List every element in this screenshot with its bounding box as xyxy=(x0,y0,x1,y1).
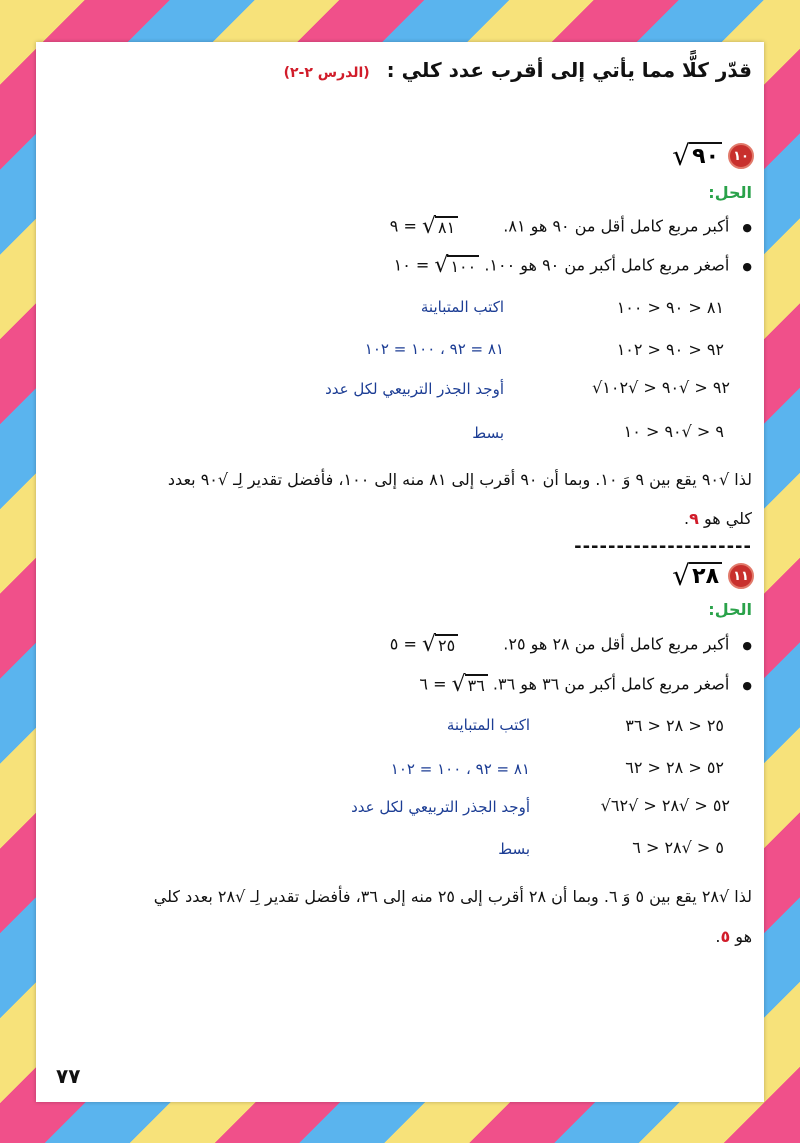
bullet-largest-square: ● أكبر مربع كامل أقل من ٩٠ هو ٨١. √ ٨١ = ٩ xyxy=(390,216,752,238)
solution-label: الحل: xyxy=(708,600,752,619)
problem-number-badge: ١٠ xyxy=(728,143,754,169)
step-label: أوجد الجذر التربيعي لكل عدد xyxy=(325,380,504,398)
bullet-smallest-square: ● أصغر مربع كامل أكبر من ٩٠ هو ١٠٠. √ ١٠٠ = ١٠ xyxy=(394,255,752,277)
step-label: بسط xyxy=(498,840,530,858)
answer-value: ٩ xyxy=(689,509,699,528)
step-math: ٩٢ < ٩٠ < ١٠٢ xyxy=(616,340,724,359)
conclusion-line: لذا √٩٠ يقع بين ٩ وَ ١٠. وبما أن ٩٠ أقرب إلى ٨١ منه إلى ١٠٠، فأفضل تقدير لِـ √٩٠ بعدد xyxy=(167,470,752,489)
step-math: ٥٢ < ٢٨ < ٦٢ xyxy=(625,758,724,777)
conclusion-answer-line: هو ٥. xyxy=(715,927,752,946)
conclusion-line: لذا √٢٨ يقع بين ٥ وَ ٦. وبما أن ٢٨ أقرب إلى ٢٥ منه إلى ٣٦، فأفضل تقدير لِـ √٢٨ بعدد كلي xyxy=(153,887,752,906)
separator-line: --------------------- xyxy=(574,536,752,557)
solution-label: الحل: xyxy=(708,183,752,202)
bullet-largest-square: ● أكبر مربع كامل أقل من ٢٨ هو ٢٥. √ ٢٥ = ٥ xyxy=(390,634,752,656)
step-label: ٨١ = ٩٢ ، ١٠٠ = ١٠٢ xyxy=(390,760,530,778)
page-sheet xyxy=(36,42,764,1102)
step-label: أوجد الجذر التربيعي لكل عدد xyxy=(351,798,530,816)
answer-value: ٥ xyxy=(720,927,731,946)
problem-number-badge: ١١ xyxy=(728,563,754,589)
step-math: √٩٢ < √٩٠ < √١٠٢ xyxy=(592,378,730,397)
heading-text: قدّر كلًّا مما يأتي إلى أقرب عدد كلي : xyxy=(386,58,752,82)
problem-radical: √ ٢٨ xyxy=(672,562,722,590)
step-math: ٩ < √٩٠ < ١٠ xyxy=(623,422,724,441)
exercise-heading xyxy=(284,58,752,82)
step-label: بسط xyxy=(472,424,504,442)
step-label: اكتب المتباينة xyxy=(446,716,530,734)
conclusion-answer-line: كلي هو ٩. xyxy=(684,509,752,528)
bullet-smallest-square: ● أصغر مربع كامل أكبر من ٣٦ هو ٣٦. √ ٣٦ = ٦ xyxy=(419,674,752,696)
step-label: اكتب المتباينة xyxy=(420,298,504,316)
step-math: √٥٢ < √٢٨ < √٦٢ xyxy=(600,796,730,815)
step-label: ٨١ = ٩٢ ، ١٠٠ = ١٠٢ xyxy=(364,340,504,358)
problem-radical: √ ٩٠ xyxy=(672,142,722,170)
step-math: ٨١ < ٩٠ < ١٠٠ xyxy=(616,298,724,317)
page-number: ٧٧ xyxy=(56,1064,81,1088)
problem-11-header xyxy=(672,559,754,592)
step-math: ٥ < √٢٨ < ٦ xyxy=(632,838,724,857)
lesson-reference: (الدرس ٢-٢) xyxy=(283,65,370,81)
step-math: ٢٥ < ٢٨ < ٣٦ xyxy=(625,716,724,735)
problem-10-header xyxy=(672,139,754,172)
